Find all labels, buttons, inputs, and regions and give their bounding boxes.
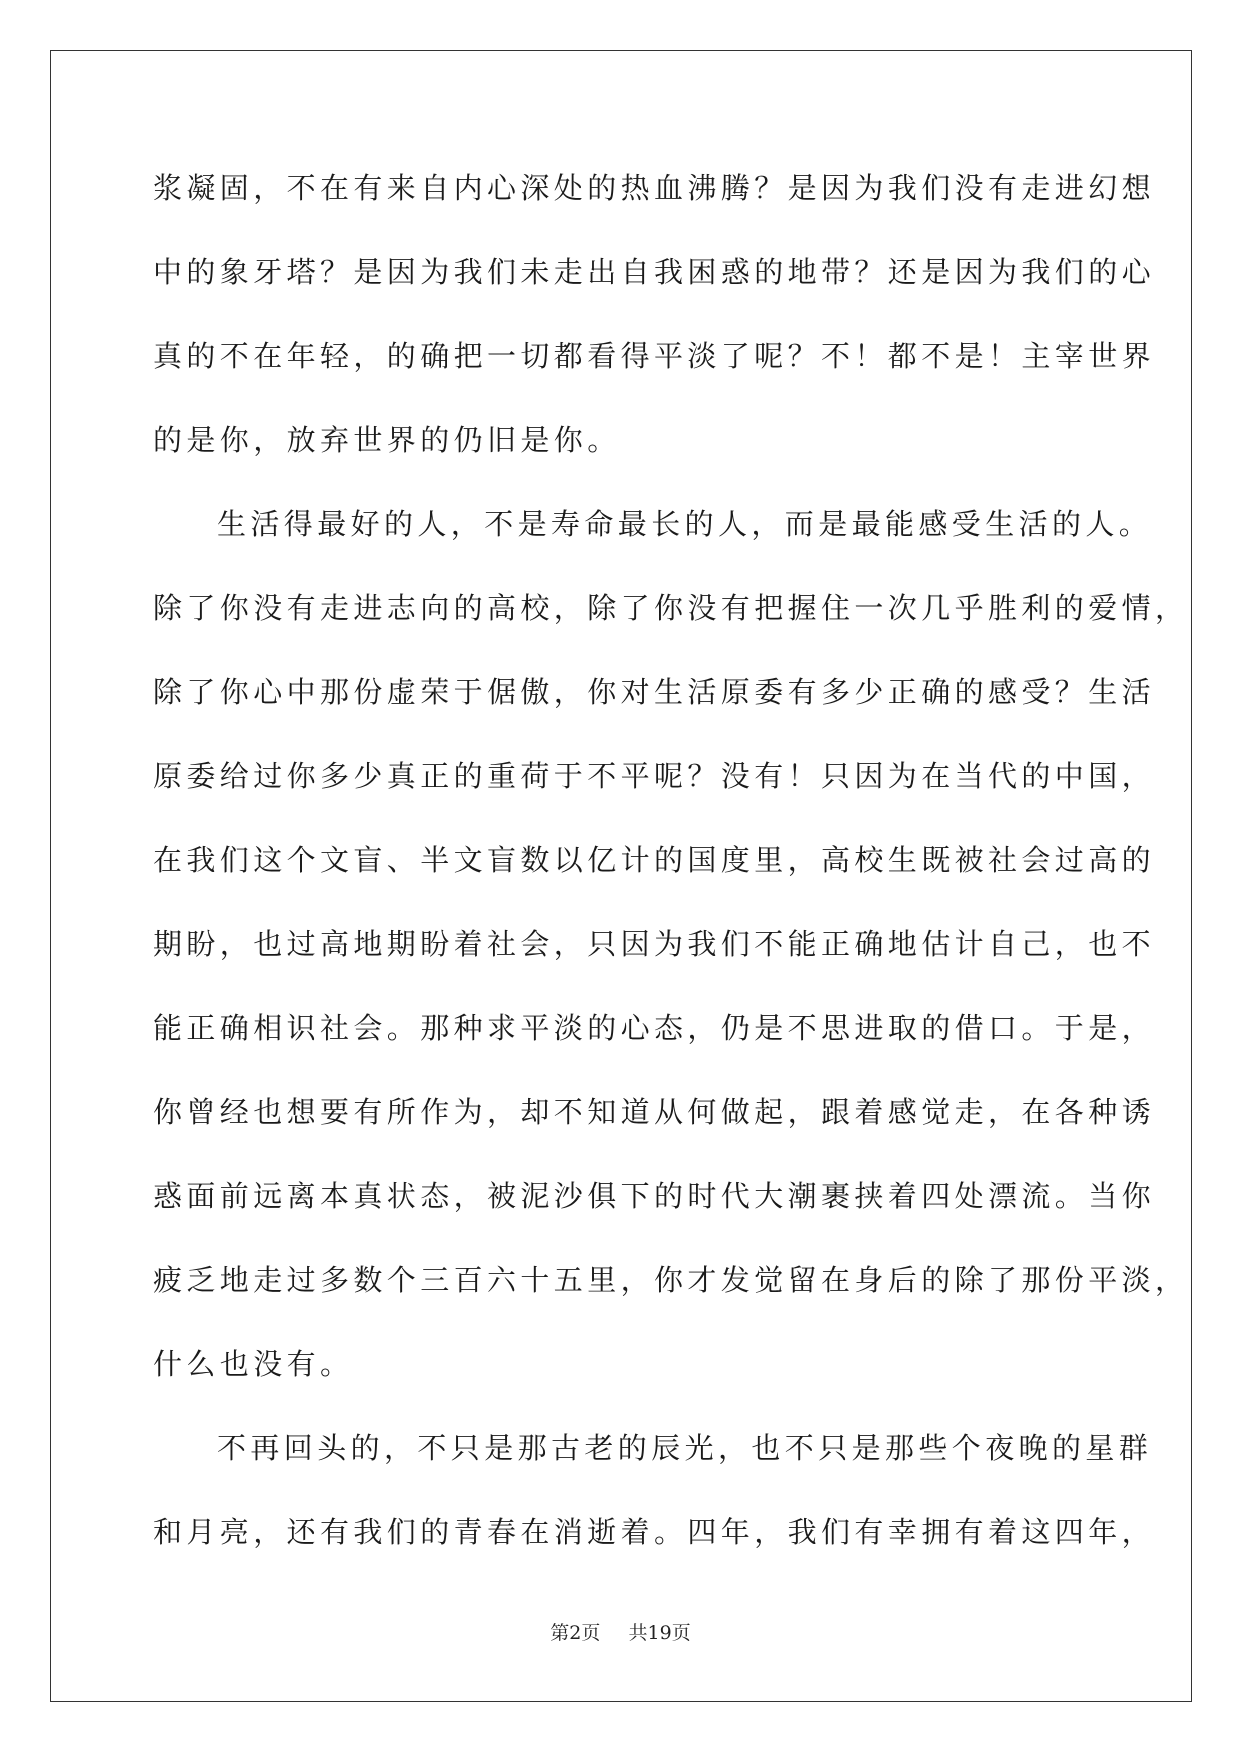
- text-line: 期盼，也过高地期盼着社会，只因为我们不能正确地估计自己，也不: [153, 927, 1156, 961]
- text-line: 和月亮，还有我们的青春在消逝着。四年，我们有幸拥有着这四年，: [153, 1515, 1156, 1549]
- paragraph-first-line: 生活得最好的人，不是寿命最长的人，而是最能感受生活的人。: [217, 507, 1153, 541]
- text-line: 在我们这个文盲、半文盲数以亿计的国度里，高校生既被社会过高的: [153, 843, 1156, 877]
- text-line: 中的象牙塔？是因为我们未走出自我困惑的地带？还是因为我们的心: [153, 255, 1156, 289]
- text-line: 疲乏地走过多数个三百六十五里，你才发觉留在身后的除了那份平淡，: [153, 1263, 1189, 1297]
- text-line: 除了你心中那份虚荣于倨傲，你对生活原委有多少正确的感受？生活: [153, 675, 1156, 709]
- page-number: 第2页: [550, 1622, 601, 1644]
- page-total: 共19页: [628, 1622, 691, 1644]
- text-line: 你曾经也想要有所作为，却不知道从何做起，跟着感觉走，在各种诱: [153, 1095, 1156, 1129]
- text-line: 真的不在年轻，的确把一切都看得平淡了呢？不！都不是！主宰世界: [153, 339, 1156, 373]
- text-line: 原委给过你多少真正的重荷于不平呢？没有！只因为在当代的中国，: [153, 759, 1156, 793]
- text-line: 的是你，放弃世界的仍旧是你。: [153, 423, 621, 457]
- document-body: [153, 160, 1189, 1588]
- text-line: 浆凝固，不在有来自内心深处的热血沸腾？是因为我们没有走进幻想: [153, 171, 1156, 205]
- text-line: 惑面前远离本真状态，被泥沙俱下的时代大潮裹挟着四处漂流。当你: [153, 1179, 1156, 1213]
- text-line: 能正确相识社会。那种求平淡的心态，仍是不思进取的借口。于是，: [153, 1011, 1156, 1045]
- paragraph-first-line: 不再回头的，不只是那古老的辰光，也不只是那些个夜晚的星群: [217, 1431, 1153, 1465]
- page-footer: [0, 1618, 1241, 1645]
- text-line: 什么也没有。: [153, 1347, 354, 1381]
- text-line: 除了你没有走进志向的高校，除了你没有把握住一次几乎胜利的爱情，: [153, 591, 1189, 625]
